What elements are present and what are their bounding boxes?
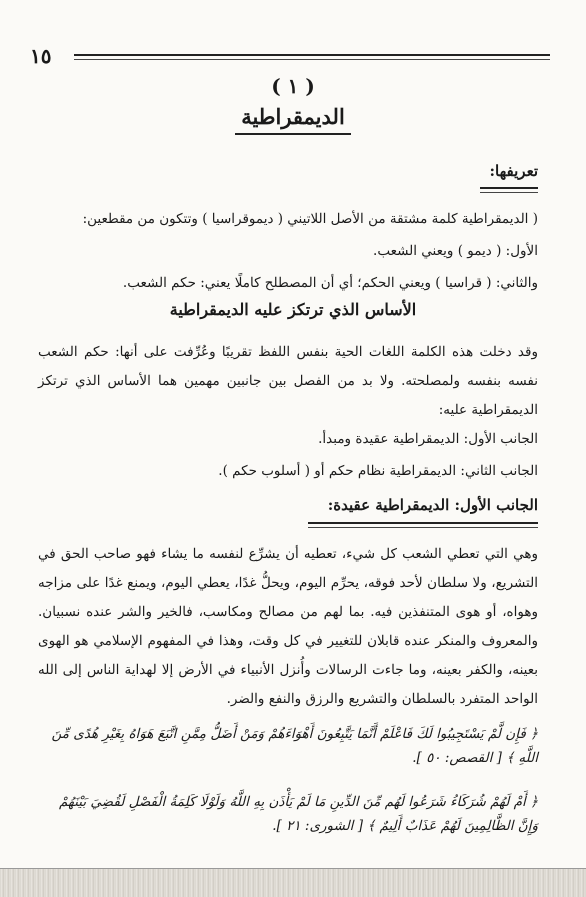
header-rule-thin	[74, 59, 550, 60]
verse-qasas: ﴿ فَإِن لَّمْ يَسْتَجِيبُوا لَكَ فَاعْلَمْ أَنَّمَا يَتَّبِعُونَ أَهْوَاءَهُمْ وَمَنْ أَضَلُّ مِمَّنِ اتَّبَعَ هَوَاهُ بِغَيْرِ هُدًى مِّنَ اللَّهِ ﴾ [ القصص: ٥٠ ].	[51, 726, 538, 766]
definition-line-1: ( الديمقراطية كلمة مشتقة من الأصل اللاتيني ( ديموقراسيا ) وتتكون من مقطعين:	[82, 211, 538, 227]
first-aspect-underline-thin	[308, 527, 538, 528]
foundation-heading: الأساس الذي ترتكز عليه الديمقراطية	[169, 300, 417, 319]
definition-line-2: الأول: ( ديمو ) ويعني الشعب.	[373, 243, 538, 259]
definition-heading-underline-thin	[480, 192, 538, 193]
foundation-paragraph: وقد دخلت هذه الكلمة اللغات الحية بنفس اللفظ تقريبًا وعُرِّفت على أنها: حكم الشعب نفسه بنفسه ولمصلحته. ولا بد من الفصل بين جانبين مهمين هما الأساس الذي ترتكز الديمقراطية عليه:	[38, 344, 538, 418]
verse-shura: ﴿ أَمْ لَهُمْ شُرَكَاءُ شَرَعُوا لَهُم مِّنَ الدِّينِ مَا لَمْ يَأْذَن بِهِ اللَّهُ وَلَوْلَا كَلِمَةُ الْفَصْلِ لَقُضِيَ بَيْنَهُمْ وَإِنَّ الظَّالِمِينَ لَهُمْ عَذَابٌ أَلِيمٌ ﴾ [ الشورى: ٢١ ].	[59, 794, 538, 834]
aspect-2: الجانب الثاني: الديمقراطية نظام حكم أو ( أسلوب حكم ).	[218, 463, 538, 479]
first-aspect-heading: الجانب الأول: الديمقراطية عقيدة:	[327, 496, 538, 514]
first-aspect-paragraph: وهي التي تعطي الشعب كل شيء، تعطيه أن يشرِّع لنفسه ما يشاء فهو صاحب الحق في التشريع، ولا سلطان لأحد فوقه، يحرِّم اليوم، ويحلُّ غدًا، يعطي اليوم، ويمنع غدًا على مزاجه وهواه، أو هوى المتنفذين فيه. بما لهم من مصالح ومكاسب، فالخير والشر عنده نسبيان. والمعروف والمنكر عنده قابلان للتغيير في كل وقت، وهذا في المفهوم الإسلامي هو الهوى بعينه، والكفر بعينه، وما جاءت الرسالات وأُنزل الأنبياء في الأرض إلا لهداية الناس إلى الله الواحد المتفرد بالسلطان والتشريع والرزق والنفع والضر.	[38, 546, 538, 707]
page-header	[30, 44, 550, 68]
first-aspect-underline	[308, 522, 538, 524]
chapter-title-wrap	[0, 104, 586, 129]
definition-heading: تعريفها:	[489, 162, 538, 180]
chapter-title: الديمقراطية	[235, 104, 351, 135]
header-rule	[74, 54, 550, 56]
page-number: ١٥	[30, 44, 52, 68]
page-edge	[0, 869, 586, 897]
chapter-number: ( ١ )	[271, 74, 315, 98]
aspect-1: الجانب الأول: الديمقراطية عقيدة ومبدأ.	[318, 431, 538, 447]
definition-heading-underline	[480, 187, 538, 189]
definition-line-3: والثاني: ( قراسيا ) ويعني الحكم؛ أي أن المصطلح كاملًا يعني: حكم الشعب.	[122, 275, 538, 291]
